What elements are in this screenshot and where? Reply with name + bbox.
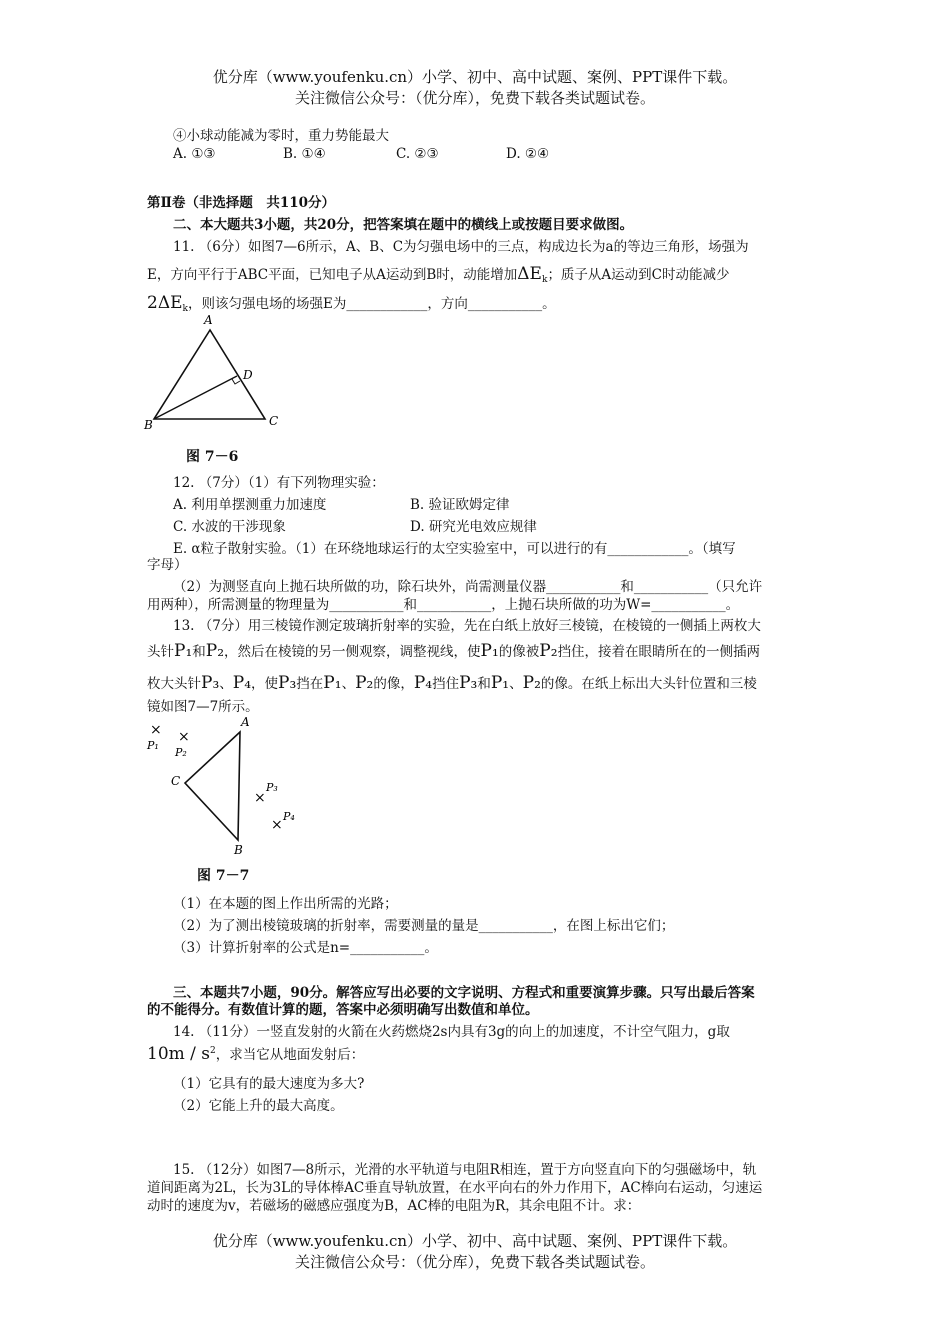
q13-line-3: 枚大头针P₃、P₄，使P₃挡在P₁、P₂的像，P₄挡住P₃和P₁、P₂的像。在纸上标出大头针位置和三棱 [147,673,757,693]
q15-line-1: 15. （12分）如图7—8所示，光滑的水平轨道与电阻R相连，置于方向竖直向下的匀强磁场中，轨 [173,1162,757,1178]
q15-line-2: 道间距离为2L，长为3L的导体棒AC垂直导轨放置，在水平向右的外力作用下，AC棒向右运动，匀速运 [147,1180,763,1196]
q13-line-1: 13. （7分）用三棱镜作测定玻璃折射率的实验，先在白纸上放好三棱镜，在棱镜的一侧插上两枚大 [173,618,761,634]
option-b: B. ①④ [283,146,326,162]
fig-7-7-caption: 图 7－7 [197,868,250,884]
q13-line-4: 镜如图7—7所示。 [147,699,259,715]
q14-sub-1: （1）它具有的最大速度为多大? [173,1076,365,1092]
q12-option-c: C. 水波的干涉现象 [173,519,286,535]
prism [185,732,240,840]
figure-7-7 [140,712,310,860]
part2-section: 二、本大题共3小题，共20分，把答案填在题中的横线上或按题目要求做图。 [173,217,634,233]
option-a: A. ①③ [173,146,216,162]
part3-line-1: 三、本题共7小题，90分。解答应写出必要的文字说明、方程式和重要演算步骤。只写出最后答案 [173,985,755,1001]
two-delta-ek: $2\Delta E_k$ [147,293,188,314]
q14-line-1: 14. （11分）一竖直发射的火箭在火药燃烧2s内具有3g的向上的加速度，不计空气阻力，g取 [173,1024,730,1040]
q12-option-a: A. 利用单摆测重力加速度 [173,497,327,513]
q14-line-2: $10m / s^2$，求当它从地面发射后： [147,1044,365,1064]
q15-line-3: 动时的速度为v，若磁场的磁感应强度为B，AC棒的电阻为R，其余电阻不计。求： [147,1198,641,1214]
right-angle-mark [232,379,240,384]
line-bd [154,376,237,419]
item-4: ④小球动能减为零时，重力势能最大 [173,128,389,144]
label-b: B [144,418,153,432]
label-d: D [243,368,253,382]
q14-sub-2: （2）它能上升的最大高度。 [173,1098,344,1114]
option-d: D. ②④ [506,146,550,162]
prism-label-c: C [171,774,181,788]
pin-p2-label: P₂ [175,746,187,759]
pin-p3-label: P₃ [266,781,278,794]
q13-line-2: 头针P₁和P₂，然后在棱镜的另一侧观察，调整视线，使P₁的像被P₂挡住，接着在眼睛所在的一侧插两 [147,641,761,661]
pin-p2-mark: × [178,729,190,745]
footer-line-2: 关注微信公众号：（优分库），免费下载各类试题试卷。 [294,1253,655,1271]
q11-line-3: $2\Delta E_k$，则该匀强电场的场强E为____________，方向___________。 [147,293,556,314]
part3-line-2: 的不能得分。有数值计算的题，答案中必须明确写出数值和单位。 [147,1002,539,1018]
q12-line-1: 12. （7分）（1）有下列物理实验： [173,475,385,491]
q12-line-3: 用两种），所需测量的物理量为___________和___________，上抛石块所做的功为W=___________。 [147,597,740,613]
prism-label-a: A [241,715,250,729]
prism-label-b: B [234,843,243,857]
delta-ek: $\Delta E_k$ [517,264,548,285]
pin-p4-label: P₄ [283,810,295,823]
pin-p3-mark: × [254,790,266,806]
pin-p1-label: P₁ [147,739,159,752]
q11-line-2: E，方向平行于ABC平面，已知电子从A运动到B时，动能增加$\Delta E_k$；质子从A运动到C时动能减少 [147,264,730,285]
header-line-1: 优分库（www.youfenku.cn）小学、初中、高中试题、案例、PPT课件下载。 [212,68,738,86]
pin-p4-mark: × [271,817,283,833]
q13-sub-2: （2）为了测出棱镜玻璃的折射率，需要测量的量是___________，在图上标出它们； [173,918,675,934]
q13-sub-1: （1）在本题的图上作出所需的光路； [173,896,398,912]
fig-7-6-caption: 图 7－6 [186,449,239,465]
q13-sub-3: （3）计算折射率的公式是n=___________。 [173,940,438,956]
figure-7-6 [140,312,300,434]
q12-option-d: D. 研究光电效应规律 [410,519,537,535]
part2-title: 第Ⅱ卷（非选择题 共110分） [147,195,336,211]
q12-option-e: E. α粒子散射实验。（1）在环绕地球运行的太空实验室中，可以进行的有____________。（填写 [173,541,736,557]
footer-line-1: 优分库（www.youfenku.cn）小学、初中、高中试题、案例、PPT课件下载。 [212,1232,738,1250]
option-c: C. ②③ [396,146,439,162]
q12-option-e-2: 字母） [147,557,188,573]
q12-option-b: B. 验证欧姆定律 [410,497,510,513]
label-a: A [204,313,213,327]
q12-line-2: （2）为测竖直向上抛石块所做的功，除石块外，尚需测量仪器___________和___________（只允许 [173,579,763,595]
accel-value: $10m / s^2$ [147,1044,216,1064]
pin-p1-mark: × [150,722,162,738]
label-c: C [269,414,279,428]
q11-line-1: 11. （6分）如图7—6所示，A、B、C为匀强电场中的三点，构成边长为a的等边三角形，场强为 [173,239,749,255]
header-line-2: 关注微信公众号：（优分库），免费下载各类试题试卷。 [294,89,655,107]
